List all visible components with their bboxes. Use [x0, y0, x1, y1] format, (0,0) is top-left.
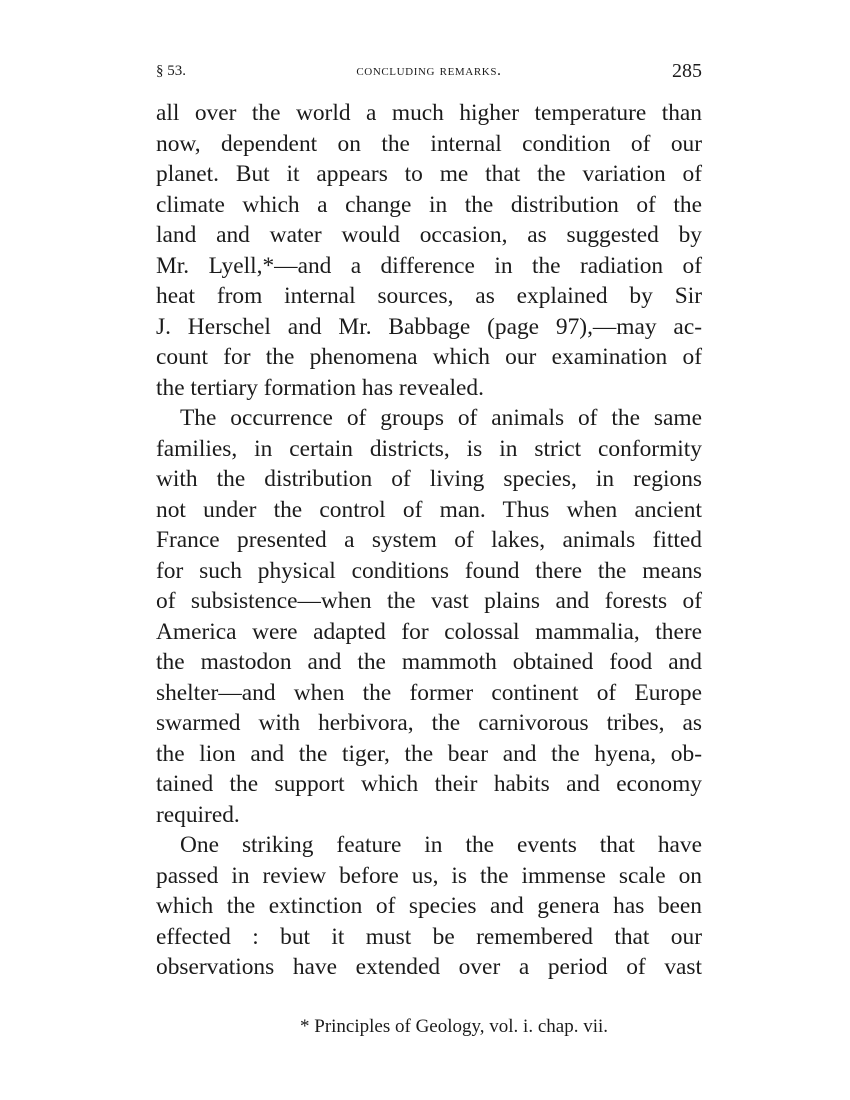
text-line: planet. But it appears to me that the variation of: [156, 161, 702, 187]
text-line: with the distribution of living species, in regions: [156, 466, 702, 492]
text-line: effected : but it must be remembered that our: [156, 923, 702, 950]
text-line: the lion and the tiger, the bear and the hyena, ob-: [156, 740, 702, 767]
text-line: shelter—and when the former continent of Europe: [156, 679, 702, 706]
text-line: America were adapted for colossal mammalia, there: [156, 618, 702, 645]
page-number: 285: [672, 60, 702, 82]
text-line: the mastodon and the mammoth obtained food and: [156, 649, 702, 675]
text-line: tained the support which their habits and economy: [156, 771, 702, 797]
footnote: * Principles of Geology, vol. i. chap. vii.: [300, 1016, 608, 1037]
text-line: The occurrence of groups of animals of the same: [180, 405, 702, 431]
text-line: land and water would occasion, as suggested by: [156, 222, 702, 248]
text-line: required.: [156, 801, 240, 828]
text-line: which the extinction of species and genera has been: [156, 893, 702, 919]
paragraph: [156, 403, 702, 830]
text-line: One striking feature in the events that have: [180, 832, 702, 858]
text-line: not under the control of man. Thus when ancient: [156, 496, 702, 523]
text-line: the tertiary formation has revealed.: [156, 374, 484, 401]
text-line: families, in certain districts, is in strict conformity: [156, 435, 702, 462]
text-line: all over the world a much higher temperature than: [156, 100, 702, 126]
text-line: for such physical conditions found there the means: [156, 557, 702, 584]
paragraph: [156, 98, 702, 403]
text-line: France presented a system of lakes, animals fitted: [156, 527, 702, 553]
chapter-title: concluding remarks.: [356, 62, 502, 79]
book-page: [156, 56, 702, 1056]
running-head: [156, 56, 702, 86]
text-line: passed in review before us, is the immense scale on: [156, 862, 702, 889]
text-line: of subsistence—when the vast plains and forests of: [156, 588, 702, 614]
text-line: J. Herschel and Mr. Babbage (page 97),—may ac-: [156, 313, 702, 340]
text-line: climate which a change in the distribution of the: [156, 191, 702, 218]
text-line: heat from internal sources, as explained by Sir: [156, 283, 702, 309]
body-text: [156, 98, 702, 983]
paragraph: [156, 830, 702, 983]
text-line: observations have extended over a period of vast: [156, 954, 702, 980]
section-number: § 53.: [156, 63, 186, 79]
text-line: Mr. Lyell,*—and a difference in the radiation of: [156, 252, 702, 279]
text-line: swarmed with herbivora, the carnivorous tribes, as: [156, 710, 702, 736]
text-line: now, dependent on the internal condition of our: [156, 130, 702, 157]
text-line: count for the phenomena which our examination of: [156, 344, 702, 370]
